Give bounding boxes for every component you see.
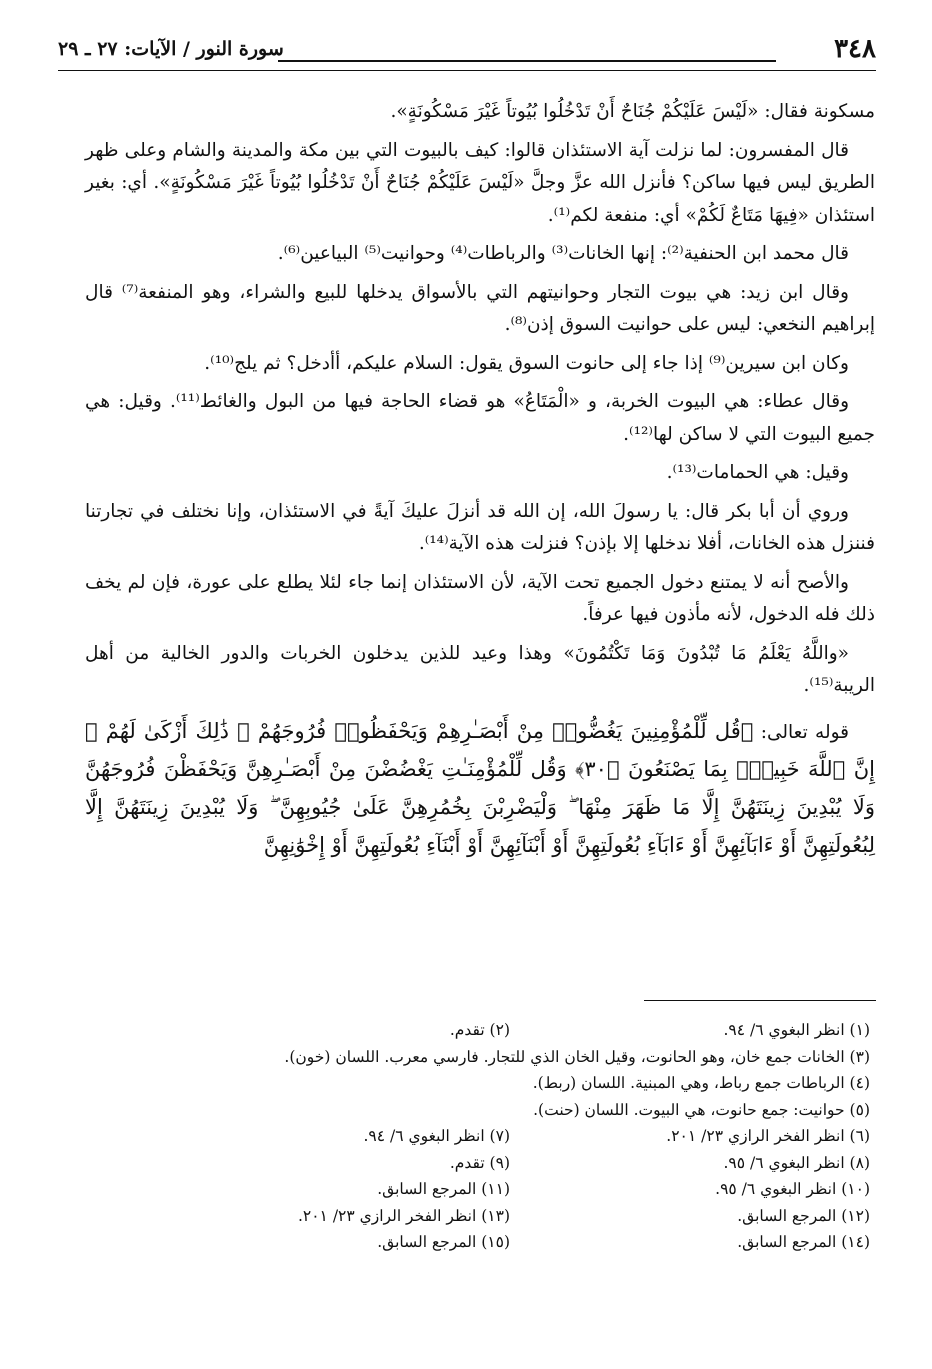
verse-intro: قوله تعالى: (760, 721, 850, 743)
footnote-7: (٧) انظر البغوي ٦/ ٩٤. (363, 1127, 510, 1145)
footnote-12: (١٢) المرجع السابق. (737, 1206, 870, 1225)
paragraph-5: وكان ابن سيرين⁽⁹⁾ إذا جاء إلى حانوت السوق يقول: السلام عليكم، أأدخل؟ ثم يلج⁽¹⁰⁾. (204, 352, 849, 374)
footnotes (150, 1017, 870, 1256)
header-rule (278, 60, 776, 62)
paragraph-1: مسكونة فقال: «لَيْسَ عَلَيْكُمْ جُنَاحٌ أَنْ تَدْخُلُوا بُيُوتاً غَيْرَ مَسْكُونَةٍ». (390, 101, 875, 122)
paragraph-9: والأصح أنه لا يمتنع دخول الجميع تحت الآية، لأن الاستئذان إنما جاء لئلا يطلع على عورة، فإن لم يخف ذلك فله الدخول، لأنه مأذون فيها عرفاً. (85, 571, 875, 625)
footnote-14: (١٤) المرجع السابق. (737, 1233, 870, 1251)
page-header (58, 32, 876, 68)
footnote-1: (١) انظر البغوي ٦/ ٩٤. (723, 1021, 870, 1039)
footnote-5: (٥) حوانيت: جمع حانوت، هي البيوت. اللسان (حنت). (533, 1100, 870, 1119)
quran-verse: ﴿قُل لِّلْمُؤْمِنِينَ يَغُضُّوا۟ مِنْ أَبْصَـٰرِهِمْ وَيَحْفَظُوا۟ فُرُوجَهُمْ ۚ ذَٰلِكَ أَزْكَىٰ لَهُمْ ۗ إِنَّ ٱللَّهَ خَبِيرٌۢ بِمَا يَصْنَعُونَ ﴿٣٠﴾ وَقُل لِّلْمُؤْمِنَـٰتِ يَغْضُضْنَ مِنْ أَبْصَـٰرِهِنَّ وَيَحْفَظْنَ فُرُوجَهُنَّ وَلَا يُبْدِينَ زِينَتَهُنَّ إِلَّا مَا ظَهَرَ مِنْهَا ۖ وَلْيَضْرِبْنَ بِخُمُرِهِنَّ عَلَىٰ جُيُوبِهِنَّ ۖ وَلَا يُبْدِينَ زِينَتَهُنَّ إِلَّا لِبُعُولَتِهِنَّ أَوْ ءَابَآئِهِنَّ أَوْ ءَابَآءِ بُعُولَتِهِنَّ أَوْ أَبْنَآئِهِنَّ أَوْ أَبْنَآءِ بُعُولَتِهِنَّ أَوْ إِخْوَٰنِهِنَّ (85, 718, 875, 857)
paragraph-7: وقيل: هي الحمامات⁽¹³⁾. (666, 462, 849, 483)
footnote-2: (٢) تقدم. (449, 1021, 510, 1039)
paragraph-2: قال المفسرون: لما نزلت آية الاستئذان قالوا: كيف بالبيوت التي بين مكة والمدينة والشام وعلى ظهر الطريق ليس فيها ساكن؟ فأنزل الله عزَّ وجلَّ «لَيْسَ عَلَيْكُمْ جُنَاحٌ أَنْ تَدْخُلُوا بُيُوتاً غَيْرَ مَسْكُونَةٍ». أي: بغير استئذان «فِيهَا مَتَاعٌ لَكُمْ» أي: منفعة لكم⁽¹⁾. (85, 139, 875, 226)
footnote-15: (١٥) المرجع السابق. (377, 1233, 510, 1251)
main-text (85, 96, 875, 871)
footnote-13: (١٣) انظر الفخر الرازي ٢٣/ ٢٠١. (297, 1206, 510, 1225)
quran-verse-paragraph (85, 713, 875, 865)
paragraph-8: وروي أن أبا بكر قال: يا رسولَ الله، إن الله قد أنزلَ عليكَ آيةً في الاستئذان، وإنا نختلف في تجارتنا فننزل هذه الخانات، أفلا ندخلها إلا بإذن؟ فنزلت هذه الآية⁽¹⁴⁾. (85, 500, 875, 554)
header-divider (58, 70, 876, 71)
paragraph-3: قال محمد ابن الحنفية⁽²⁾: إنها الخانات⁽³⁾ والرباطات⁽⁴⁾ وحوانيت⁽⁵⁾ البياعين⁽⁶⁾. (277, 243, 849, 264)
footnote-10: (١٠) انظر البغوي ٦/ ٩٥. (715, 1180, 870, 1198)
footnote-11: (١١) المرجع السابق. (377, 1180, 510, 1198)
footnote-4: (٤) الرباطات جمع رباط، وهي المبنية. اللسان (ربط). (532, 1074, 870, 1092)
paragraph-6: وقال عطاء: هي البيوت الخربة، و «الْمَتَاعُ» هو قضاء الحاجة فيها من البول والغائط⁽¹¹⁾. وقيل: هي جميع البيوت التي لا ساكن لها⁽¹²⁾. (85, 391, 875, 445)
footnote-9: (٩) تقدم. (449, 1153, 510, 1172)
footnote-6: (٦) انظر الفخر الرازي ٢٣/ ٢٠١. (666, 1127, 870, 1145)
footnote-3: (٣) الخانات جمع خان، وهو الحانوت، وقيل الخان الذي للتجار. فارسي معرب. اللسان (خون). (284, 1047, 870, 1066)
paragraph-4: وقال ابن زيد: هي بيوت التجار وحوانيتهم التي بالأسواق يدخلها للبيع والشراء، وهو المنفعة⁽⁷⁾ قال إبراهيم النخعي: ليس على حوانيت السوق إذن⁽⁸⁾. (85, 281, 875, 335)
surah-label: سورة النور / الآيات: ٢٧ ـ ٢٩ (58, 38, 284, 60)
footnote-8: (٨) انظر البغوي ٦/ ٩٥. (723, 1153, 870, 1172)
paragraph-10: «واللَّهُ يَعْلَمُ مَا تُبْدُونَ وَمَا تَكْتُمُونَ» وهذا وعيد للذين يدخلون الخربات والدور الخالية من أهل الريبة⁽¹⁵⁾. (85, 642, 875, 696)
footnote-rule (644, 1000, 876, 1001)
page-number: ٣٤٨ (834, 34, 876, 64)
